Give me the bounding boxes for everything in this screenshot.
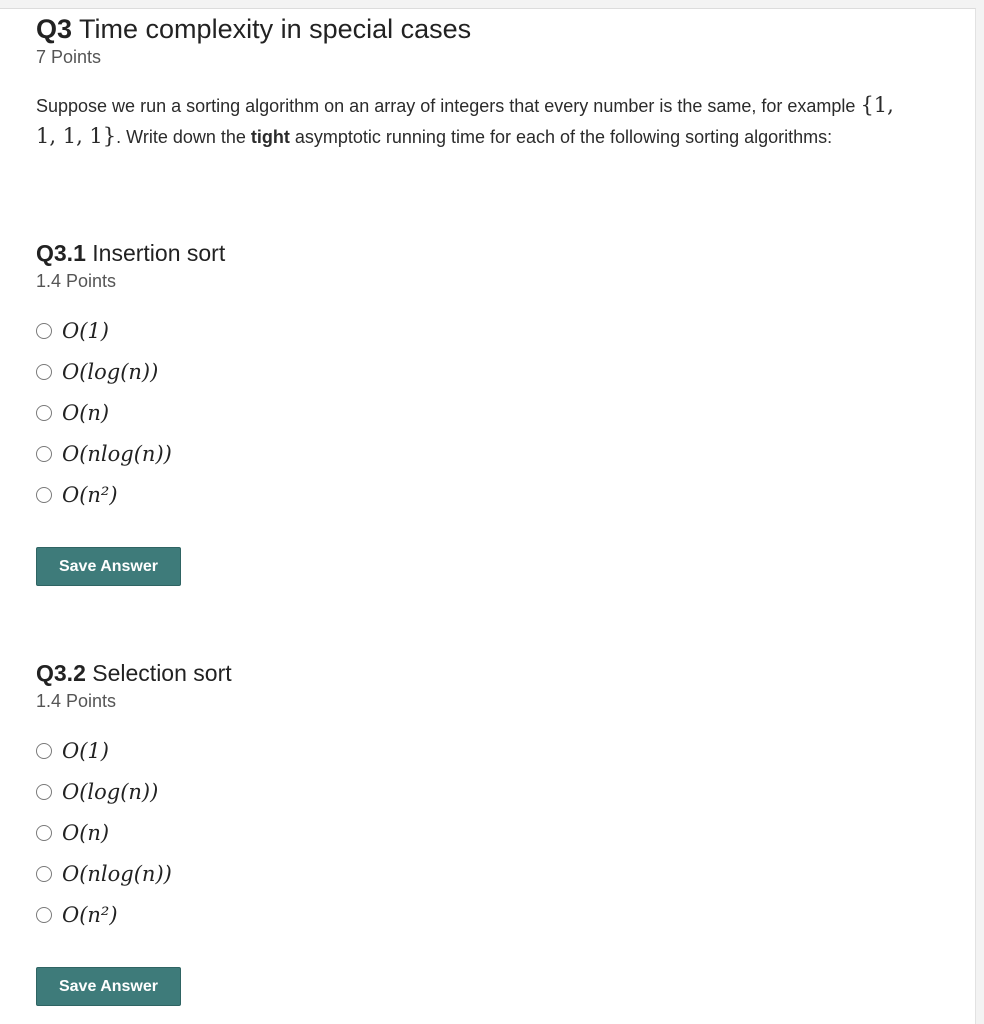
option-label: O(nlog(n))	[62, 441, 172, 466]
prompt-math-example: {1, 1, 1, 1}	[36, 93, 894, 148]
option-label: O(log(n))	[62, 359, 159, 384]
subquestion-points: 1.4 Points	[36, 691, 117, 711]
option-o-n[interactable]	[36, 812, 936, 853]
radio-button[interactable]	[36, 866, 52, 882]
option-label: O(n)	[62, 820, 110, 845]
scrollbar-track[interactable]	[976, 8, 984, 1024]
option-o-log-n[interactable]	[36, 771, 936, 812]
subquestion-title-text: Selection sort	[92, 660, 232, 686]
question-page	[0, 8, 976, 1024]
subquestion-number: Q3.1	[36, 240, 86, 266]
prompt-bold-tight: tight	[250, 127, 290, 147]
option-label: O(n²)	[62, 902, 118, 927]
option-o-log-n[interactable]	[36, 351, 936, 392]
question-points: 7 Points	[36, 47, 102, 67]
subquestion-title-text: Insertion sort	[92, 240, 226, 266]
radio-button[interactable]	[36, 446, 52, 462]
radio-button[interactable]	[36, 364, 52, 380]
answer-options	[36, 730, 936, 935]
option-label: O(1)	[62, 738, 109, 763]
radio-button[interactable]	[36, 487, 52, 503]
question-prompt	[36, 90, 916, 152]
subquestion-title	[36, 659, 936, 687]
radio-button[interactable]	[36, 323, 52, 339]
save-answer-button[interactable]: Save Answer	[36, 547, 181, 586]
option-o-n[interactable]	[36, 392, 936, 433]
prompt-text-1: Suppose we run a sorting algorithm on an array of integers that every number is the same, for example	[36, 96, 861, 116]
prompt-text-2: . Write down the	[116, 127, 251, 147]
option-o-1[interactable]	[36, 730, 936, 771]
question-title-text: Time complexity in special cases	[79, 14, 472, 44]
option-label: O(1)	[62, 318, 109, 343]
option-label: O(nlog(n))	[62, 861, 172, 886]
radio-button[interactable]	[36, 405, 52, 421]
option-label: O(n²)	[62, 482, 118, 507]
subquestion-selection-sort	[36, 659, 936, 1006]
option-o-1[interactable]	[36, 310, 936, 351]
option-label: O(n)	[62, 400, 110, 425]
radio-button[interactable]	[36, 825, 52, 841]
option-o-n-squared[interactable]	[36, 894, 936, 935]
subquestion-number: Q3.2	[36, 660, 86, 686]
radio-button[interactable]	[36, 907, 52, 923]
subquestion-insertion-sort	[36, 239, 936, 586]
answer-options	[36, 310, 936, 515]
option-o-nlog-n[interactable]	[36, 433, 936, 474]
question-number: Q3	[36, 14, 73, 44]
radio-button[interactable]	[36, 784, 52, 800]
radio-button[interactable]	[36, 743, 52, 759]
save-answer-button[interactable]: Save Answer	[36, 967, 181, 1006]
question-title	[36, 14, 471, 45]
option-o-nlog-n[interactable]	[36, 853, 936, 894]
option-o-n-squared[interactable]	[36, 474, 936, 515]
subquestion-title	[36, 239, 936, 267]
prompt-text-3: asymptotic running time for each of the following sorting algorithms:	[289, 127, 833, 147]
option-label: O(log(n))	[62, 779, 159, 804]
subquestion-points: 1.4 Points	[36, 271, 117, 291]
